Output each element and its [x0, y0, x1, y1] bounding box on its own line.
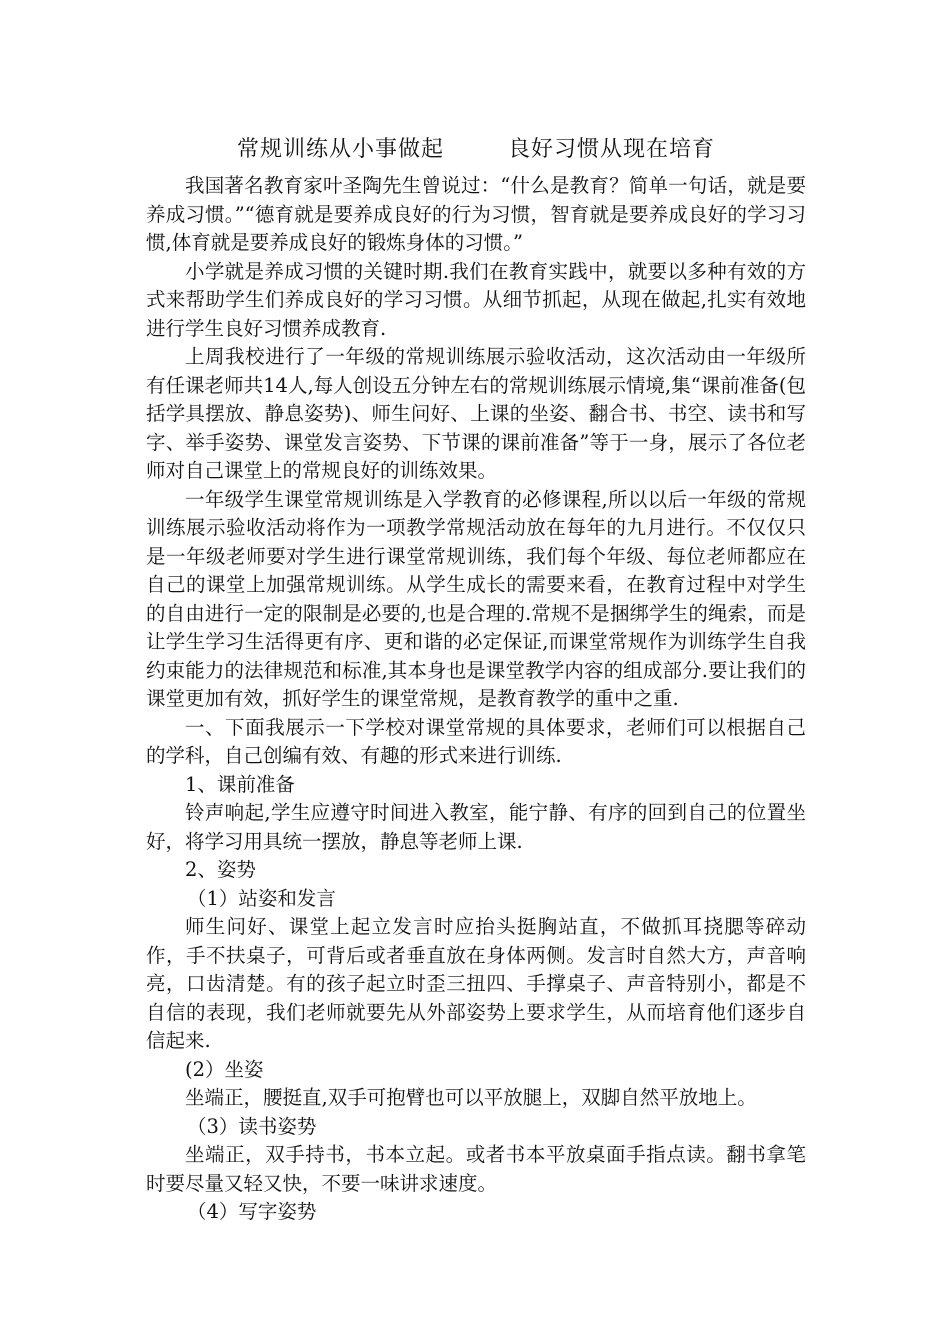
paragraph-grade-one-activity: 上周我校进行了一年级的常规训练展示验收活动，这次活动由一年级所有任课老师共14人,每人创设五分钟左右的常规训练展示情境,集“课前准备(包括学具摆放、静息姿势)、师生问好、上课的坐姿、翻合书、书空、读书和写字、举手姿势、课堂发言姿势、下节课的课前准备”等于一身，展示了各位老师对自己课堂上的常规良好的训练效果。 — [146, 345, 806, 482]
paragraph-reading-posture: 坐端正，双手持书，书本立起。或者书本平放桌面手指点读。翻书拿笔时要尽量又轻又快，不要一味讲求速度。 — [146, 1143, 806, 1195]
document-title: 常规训练从小事做起 良好习惯从现在培育 — [237, 137, 715, 162]
paragraph-class-preparation: 铃声响起,学生应遵守时间进入教室，能宁静、有序的回到自己的位置坐好，将学习用具统一摆放，静息等老师上课. — [146, 801, 806, 853]
paragraph-section-one: 一、下面我展示一下学校对课堂常规的具体要求，老师们可以根据自己的学科，自己创编有效、有趣的形式来进行训练. — [146, 715, 806, 767]
paragraph-routine-training: 一年级学生课堂常规训练是入学教育的必修课程,所以以后一年级的常规训练展示验收活动将作为一项教学常规活动放在每年的九月进行。不仅仅只是一年级老师要对学生进行课堂常规训练，我们每个年级、每位老师都应在自己的课堂上加强常规训练。从学生成长的需要来看，在教育过程中对学生的自由进行一定的限制是必要的,也是合理的.常规不是捆绑学生的绳索，而是让学生学习生活得更有序、更和谐的必定保证,而课堂常规作为训练学生自我约束能力的法律规范和标准,其本身也是课堂教学内容的组成部分.要让我们的课堂更加有效，抓好学生的课堂常规，是教育教学的重中之重. — [146, 487, 806, 710]
document-page — [146, 130, 806, 1227]
heading-sitting-posture: (2）坐姿 — [185, 1057, 264, 1081]
heading-reading-posture: （3）读书姿势 — [186, 1114, 317, 1138]
paragraph-key-period: 小学就是养成习惯的关键时期.我们在教育实践中，就要以多种有效的方式来帮助学生们养成良好的学习习惯。从细节抓起，从现在做起,扎实有效地进行学生良好习惯养成教育. — [146, 259, 806, 340]
heading-class-preparation: 1、课前准备 — [185, 772, 295, 796]
heading-writing-posture: （4）写字姿势 — [186, 1200, 317, 1223]
paragraph-sitting-posture: 坐端正，腰挺直,双手可抱臂也可以平放腿上，双脚自然平放地上。 — [185, 1086, 757, 1109]
paragraph-standing-posture: 师生问好、课堂上起立发言时应抬头挺胸站直，不做抓耳挠腮等碎动作，手不扶桌子，可背后或者垂直放在身体两侧。发言时自然大方，声音响亮，口齿清楚。有的孩子起立时歪三扭四、手撑桌子、声音特别小，都是不自信的表现，我们老师就要先从外部姿势上要求学生，从而培育他们逐步自信起来. — [146, 915, 806, 1052]
paragraph-intro-quote: 我国著名教育家叶圣陶先生曾说过：“什么是教育？简单一句话，就是要养成习惯。”“德育就是要养成良好的行为习惯，智育就是要养成良好的学习习惯,体育就是要养成良好的锻炼身体的习惯。” — [146, 174, 806, 254]
heading-standing-posture: （1）站姿和发言 — [186, 886, 336, 910]
heading-posture: 2、姿势 — [185, 858, 256, 881]
